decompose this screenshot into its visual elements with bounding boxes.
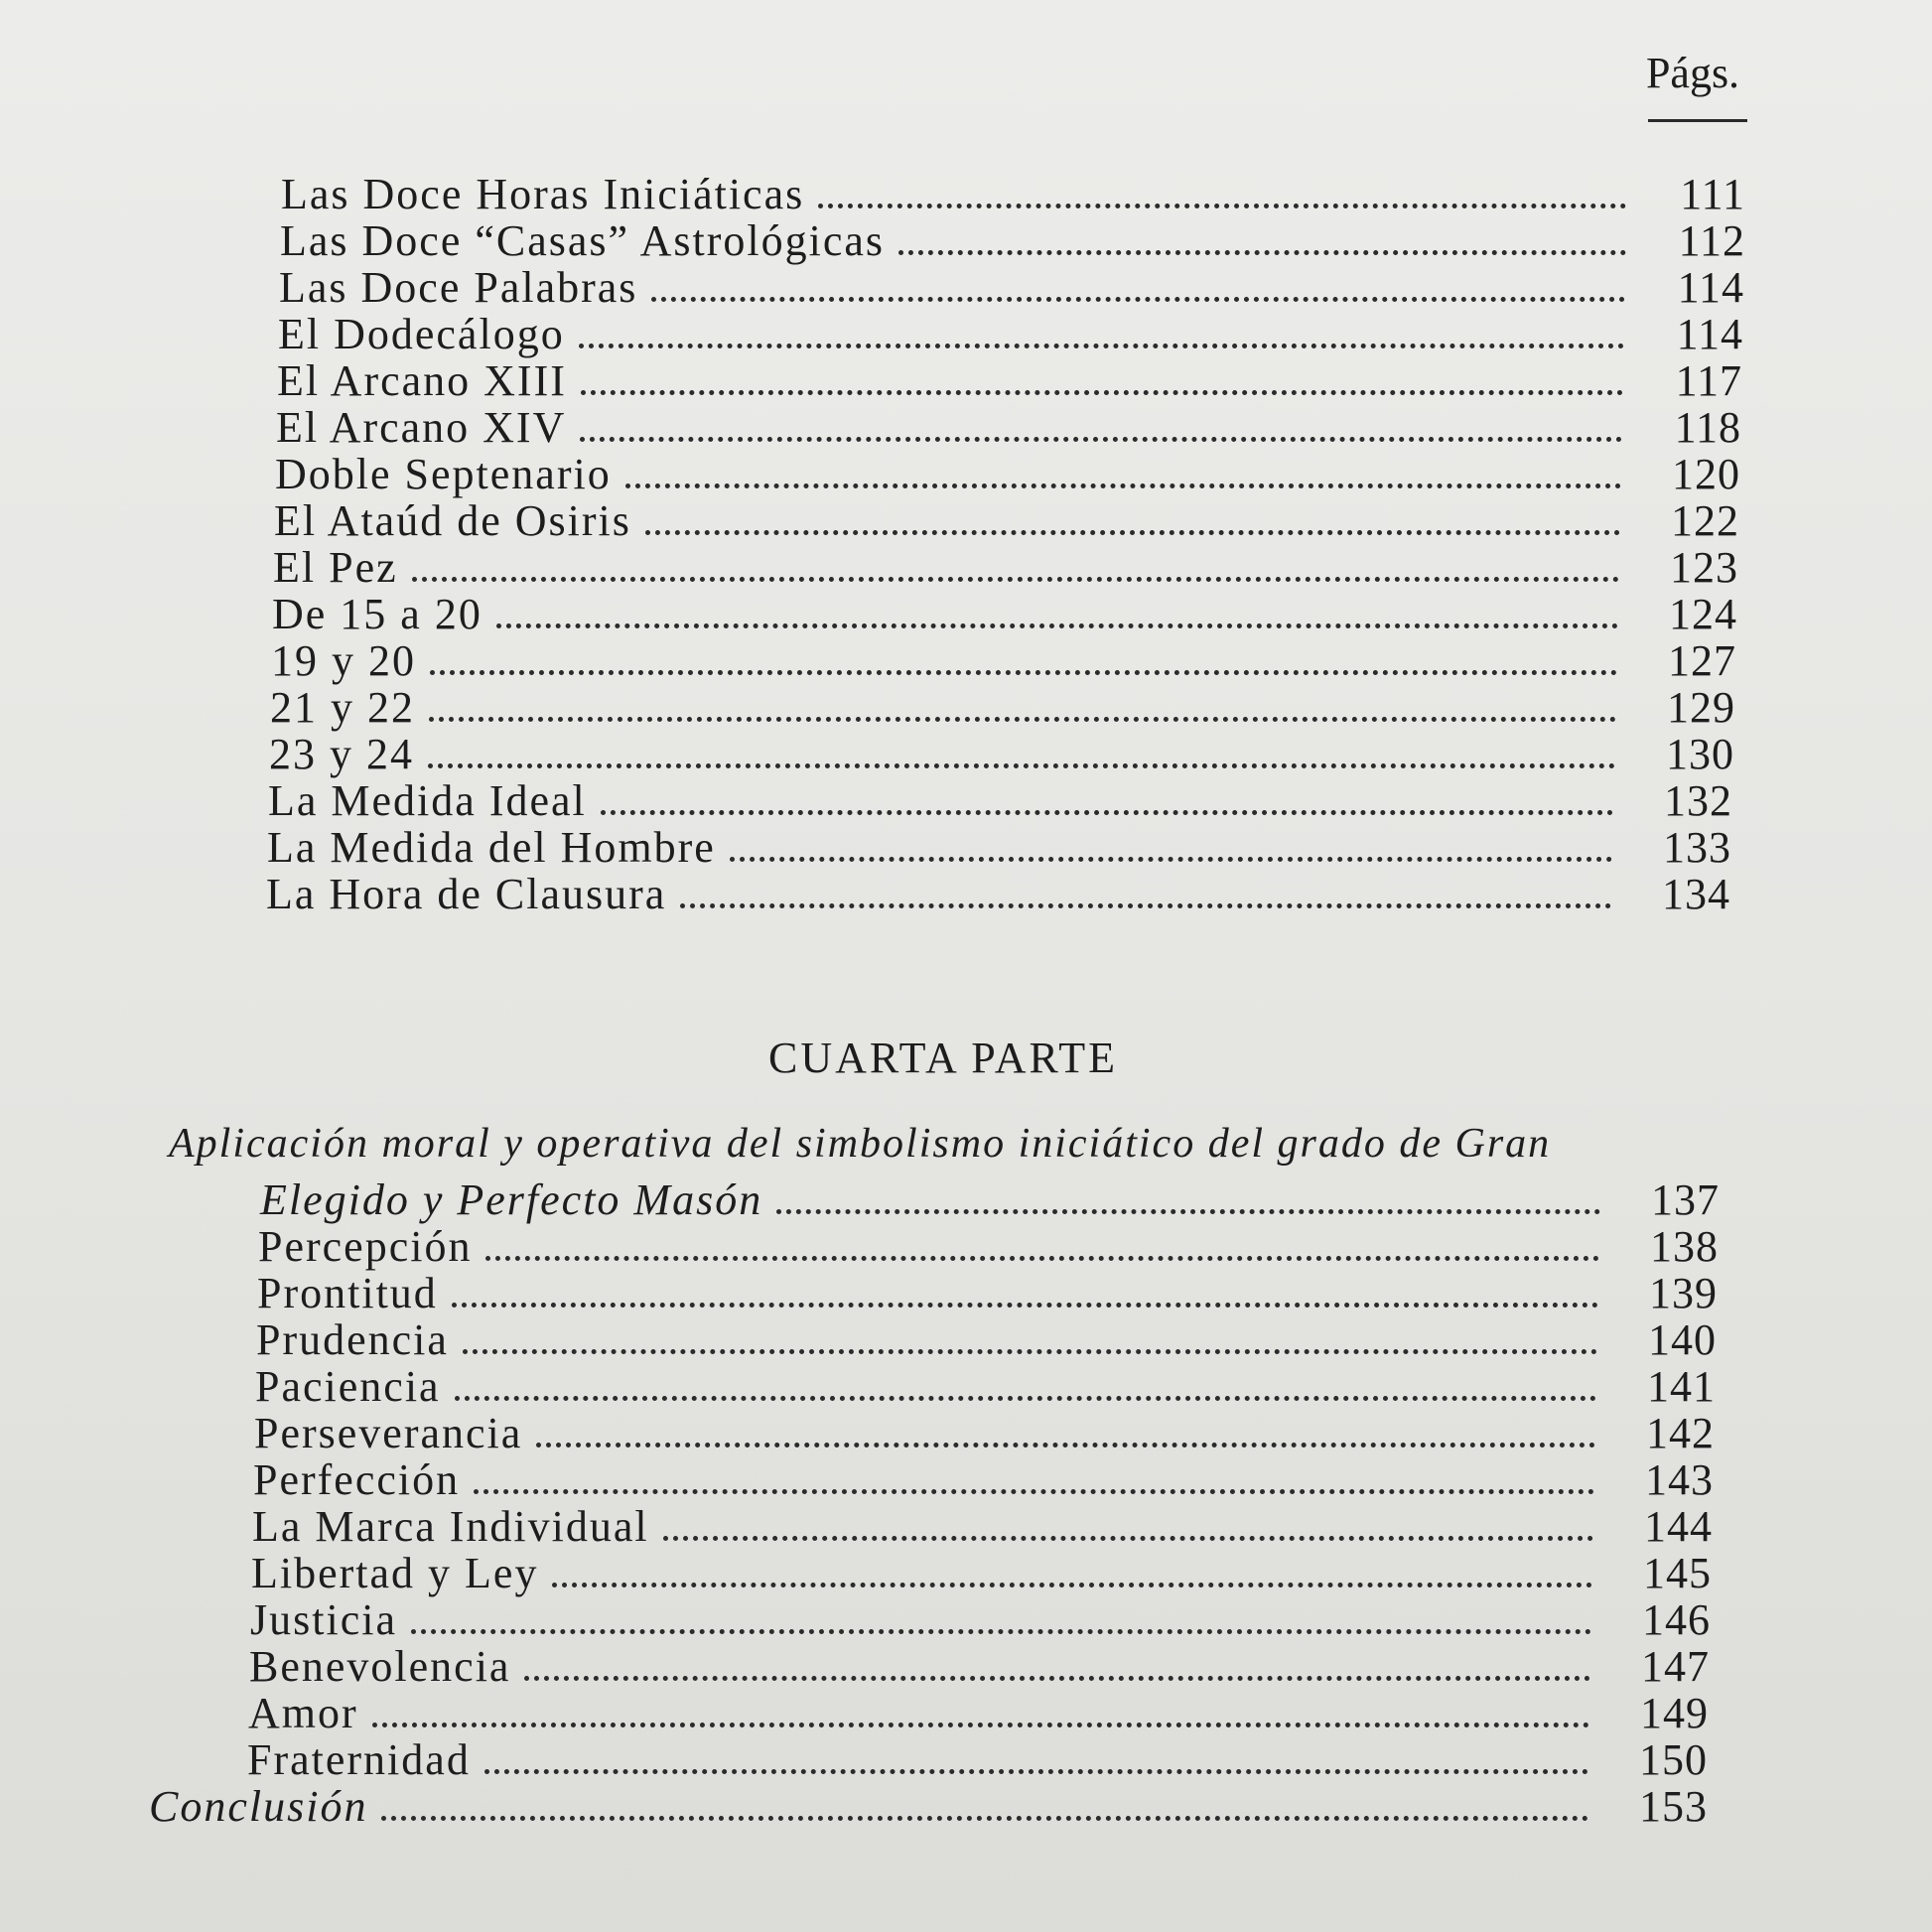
toc-entry [274, 497, 1739, 545]
toc-entry [270, 684, 1735, 732]
dot-leader [524, 1666, 1590, 1681]
toc-entry-title: La Medida Ideal [268, 776, 587, 825]
toc-entry-title: El Dodecálogo [278, 310, 565, 358]
toc-entry-title: Perseverancia [254, 1409, 523, 1457]
toc-entry-title: Paciencia [255, 1362, 441, 1411]
toc-entry-title: Prontitud [257, 1269, 438, 1317]
toc-entry-page: 147 [1641, 1642, 1710, 1691]
toc-entry [252, 1503, 1713, 1551]
toc-entry-page: 127 [1668, 636, 1736, 685]
dot-leader [452, 1293, 1598, 1308]
toc-entry-page: 138 [1650, 1222, 1719, 1271]
toc-entry-page: 140 [1648, 1315, 1717, 1364]
toc-entry [272, 591, 1737, 638]
dot-leader [680, 894, 1611, 908]
toc-entry-page: 139 [1649, 1269, 1718, 1317]
toc-entry-page: 112 [1678, 216, 1745, 265]
toc-entry-page: 142 [1646, 1409, 1715, 1457]
toc-entry-title: Amor [248, 1689, 358, 1737]
toc-entry [269, 731, 1734, 778]
toc-entry [254, 1410, 1715, 1457]
toc-entry-page: 111 [1680, 170, 1745, 218]
toc-entry-title: Doble Septenario [275, 450, 612, 498]
toc-entry [255, 1363, 1716, 1411]
toc-entry-page: 146 [1642, 1595, 1711, 1644]
toc-entry [247, 1736, 1708, 1784]
toc-entry [253, 1456, 1714, 1504]
toc-entry-title: La Hora de Clausura [266, 870, 667, 918]
toc-entry-page: 114 [1677, 263, 1744, 312]
dot-leader [372, 1713, 1589, 1727]
dot-leader [428, 754, 1615, 768]
dot-leader [818, 194, 1626, 208]
dot-leader [412, 567, 1619, 582]
dot-leader [651, 287, 1625, 302]
toc-entry-title: Conclusión [149, 1782, 368, 1831]
section-heading-cuarta-parte: CUARTA PARTE [768, 1034, 1118, 1082]
toc-entry-page: 117 [1675, 356, 1742, 405]
toc-entry-page: 133 [1663, 823, 1731, 872]
dot-leader [580, 427, 1622, 442]
toc-entry-title: Las Doce Horas Iniciáticas [281, 170, 805, 218]
toc-entry [271, 637, 1736, 685]
toc-entry-page: 132 [1664, 776, 1732, 825]
part4-intro-title: Aplicación moral y operativa del simbolismo iniciático del grado de Gran [169, 1121, 1552, 1167]
toc-entry-page: 130 [1666, 730, 1734, 778]
dot-leader [552, 1573, 1592, 1587]
toc-entry-title: La Marca Individual [252, 1502, 649, 1551]
toc-entry [277, 357, 1742, 405]
toc-entry-page: 153 [1639, 1782, 1708, 1831]
toc-entry-page: 120 [1672, 450, 1740, 498]
toc-entry [275, 451, 1740, 498]
toc-entry [280, 217, 1745, 265]
toc-entry [273, 544, 1738, 592]
toc-entry-page: 137 [1651, 1175, 1720, 1224]
dot-leader [645, 520, 1620, 535]
toc-entry [267, 824, 1731, 872]
toc-entry [256, 1316, 1717, 1364]
dot-leader [381, 1806, 1588, 1821]
toc-entry [279, 264, 1744, 312]
dot-leader [579, 334, 1624, 348]
toc-entry-page: 145 [1643, 1549, 1712, 1597]
dot-leader [496, 614, 1618, 628]
toc-entry-title: Elegido y Perfecto Masón [260, 1175, 763, 1224]
dot-leader [484, 1759, 1588, 1774]
toc-entry-page: 144 [1644, 1502, 1713, 1551]
toc-entry-title: Percepción [258, 1222, 473, 1271]
toc-entry-title: Las Doce “Casas” Astrológicas [280, 216, 886, 265]
dot-leader [776, 1199, 1600, 1214]
toc-entry-page: 141 [1647, 1362, 1716, 1411]
dot-leader [429, 707, 1616, 722]
toc-entry [268, 777, 1732, 825]
toc-entry [266, 871, 1730, 918]
dot-leader [485, 1246, 1599, 1261]
dot-leader [411, 1619, 1591, 1634]
toc-entry-title: El Arcano XIII [277, 356, 567, 405]
dot-leader [474, 1479, 1594, 1494]
dot-leader [625, 474, 1621, 488]
pages-column-header: Págs. [1645, 49, 1740, 97]
toc-entry-page: 118 [1674, 403, 1741, 452]
toc-entry-page: 149 [1640, 1689, 1709, 1737]
dot-leader [601, 800, 1613, 815]
toc-entry-title: La Medida del Hombre [267, 823, 716, 872]
toc-entry-title: El Pez [273, 543, 398, 592]
toc-entry-title: Justicia [250, 1595, 397, 1644]
toc-entry-page: 129 [1667, 683, 1735, 732]
toc-entry [276, 404, 1741, 452]
toc-entry-page: 143 [1645, 1455, 1714, 1504]
dot-leader [455, 1386, 1596, 1401]
toc-entry-title: Las Doce Palabras [279, 263, 638, 312]
toc-entry-title: 23 y 24 [269, 730, 414, 778]
dot-leader [730, 847, 1612, 862]
dot-leader [663, 1526, 1593, 1541]
toc-entry-title: 21 y 22 [270, 683, 415, 732]
toc-entry-title: El Arcano XIV [276, 403, 567, 452]
toc-entry [249, 1643, 1710, 1691]
toc-entry [278, 311, 1743, 358]
toc-entry-page: 123 [1670, 543, 1738, 592]
toc-entry [281, 171, 1745, 218]
toc-entry-page: 122 [1671, 496, 1739, 545]
toc-entry-part4-intro [260, 1176, 1720, 1224]
toc-entry-title: El Ataúd de Osiris [274, 496, 631, 545]
toc-entry-title: De 15 a 20 [272, 590, 483, 638]
toc-entry-title: Prudencia [256, 1315, 449, 1364]
toc-entry [257, 1270, 1718, 1317]
pages-header-rule [1648, 119, 1747, 122]
toc-entry-title: 19 y 20 [271, 636, 416, 685]
toc-entry [258, 1223, 1719, 1271]
toc-entry-page: 134 [1662, 870, 1730, 918]
toc-entry-title: Fraternidad [247, 1735, 471, 1784]
dot-leader [898, 240, 1626, 255]
dot-leader [463, 1339, 1597, 1354]
toc-entry-page: 114 [1676, 310, 1743, 358]
toc-entry-page: 124 [1669, 590, 1737, 638]
toc-entry-title: Perfección [253, 1455, 461, 1504]
toc-entry-page: 150 [1639, 1735, 1708, 1784]
toc-entry [250, 1596, 1711, 1644]
toc-entry-title: Benevolencia [249, 1642, 511, 1691]
toc-entry-title: Libertad y Ley [251, 1549, 539, 1597]
toc-entry-conclusion [149, 1783, 1708, 1831]
toc-entry [248, 1690, 1709, 1737]
dot-leader [581, 380, 1623, 395]
dot-leader [536, 1433, 1595, 1448]
toc-entry [251, 1550, 1712, 1597]
dot-leader [430, 660, 1617, 675]
